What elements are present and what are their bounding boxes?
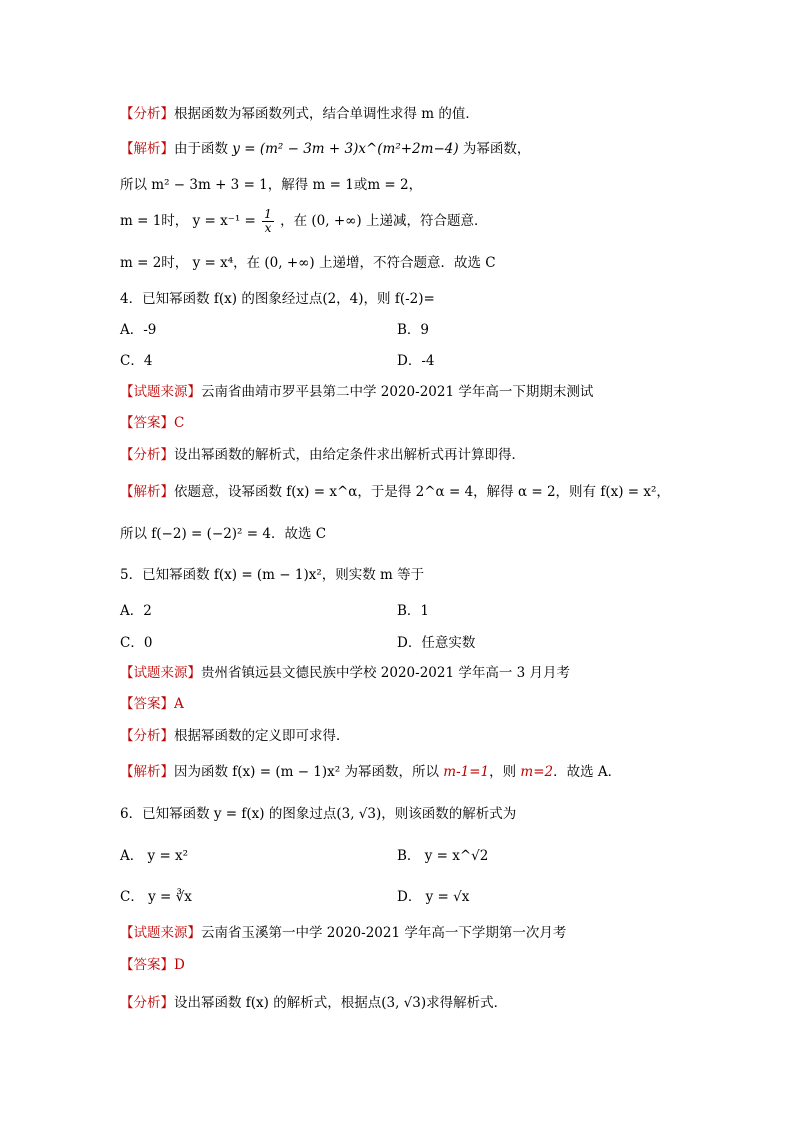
q3-jiexi-suffix: 为幂函数， bbox=[462, 141, 531, 157]
q3-jiexi-expr: y = (m² − 3m + 3)x^(m²+2m−4) bbox=[232, 141, 459, 157]
q4-source-text: 云南省曲靖市罗平县第二中学 2020-2021 学年高一下期期末测试 bbox=[201, 384, 594, 400]
q6-fenxi-line bbox=[120, 993, 507, 1013]
q6-answer-tag: 【答案】 bbox=[120, 957, 174, 973]
q5-answer-tag: 【答案】 bbox=[120, 696, 174, 712]
q6-fenxi-pre: 设出幂函数 f(x) 的解析式，根据点 bbox=[174, 995, 382, 1011]
q4-option-d: D．-4 bbox=[397, 353, 435, 369]
q5-jiexi-red2: m=2 bbox=[520, 764, 554, 780]
q4-answer-tag: 【答案】 bbox=[120, 415, 174, 431]
q3-fenxi-line bbox=[120, 104, 479, 124]
q4-source-tag: 【试题来源】 bbox=[120, 384, 201, 400]
q6-stem-point: (3, √3) bbox=[336, 806, 382, 822]
q5-jiexi-line bbox=[120, 762, 621, 782]
q4-option-a: A．-9 bbox=[120, 322, 157, 338]
q3-jiexi-prefix: 由于函数 bbox=[174, 141, 228, 157]
q6-fenxi-post: 求得解析式． bbox=[426, 995, 508, 1011]
q3-jiexi-line bbox=[120, 139, 530, 159]
q6-source-line bbox=[120, 923, 566, 943]
q5-stem: 5．已知幂函数 f(x) = (m − 1)x²，则实数 m 等于 bbox=[120, 567, 425, 583]
q5-fenxi-tag: 【分析】 bbox=[120, 728, 174, 744]
q3-line4: m = 2时， y = x⁴，在 (0, +∞) 上递增，不符合题意．故选 C bbox=[120, 255, 496, 271]
q6-stem-pre: 6．已知幂函数 y = f(x) 的图象过点 bbox=[120, 806, 337, 822]
q6-fenxi-point: (3, √3) bbox=[381, 995, 427, 1011]
q6-option-a: A． y = x² bbox=[120, 848, 189, 864]
q6-stem bbox=[120, 804, 516, 824]
q4-answer: C bbox=[174, 415, 185, 431]
q6-option-b: B． y = x^√2 bbox=[397, 848, 489, 864]
q3-line3-post: ，在 (0, +∞) 上递减，符合题意． bbox=[280, 213, 488, 229]
q4-jiexi-line bbox=[120, 482, 670, 502]
q3-fenxi-tag: 【分析】 bbox=[120, 106, 174, 122]
q3-fraction bbox=[262, 208, 274, 235]
q3-fenxi-text: 根据函数为幂函数列式，结合单调性求得 m 的值． bbox=[174, 106, 479, 122]
q4-option-c: C．4 bbox=[120, 353, 153, 369]
q4-option-b: B．9 bbox=[397, 322, 430, 338]
q4-jiexi-text: 依题意，设幂函数 f(x) = x^α，于是得 2^α = 4，解得 α = 2，则有 f(x) = x²， bbox=[174, 484, 670, 500]
q4-answer-line bbox=[120, 413, 184, 433]
q4-line2: 所以 f(−2) = (−2)² = 4．故选 C bbox=[120, 526, 327, 542]
q3-jiexi-tag: 【解析】 bbox=[120, 141, 174, 157]
q5-fenxi-text: 根据幂函数的定义即可求得． bbox=[174, 728, 350, 744]
q5-jiexi-tag: 【解析】 bbox=[120, 764, 174, 780]
q5-source-text: 贵州省镇远县文德民族中学校 2020-2021 学年高一 3 月月考 bbox=[201, 665, 571, 681]
q6-answer-line bbox=[120, 955, 185, 975]
q3-fraction-num: 1 bbox=[264, 207, 272, 221]
q6-option-c: C． y = ∛x bbox=[120, 889, 192, 905]
q5-jiexi-red: m-1=1 bbox=[443, 764, 490, 780]
q4-fenxi-line bbox=[120, 445, 525, 465]
q3-fraction-den: x bbox=[264, 221, 272, 235]
q5-jiexi-post: ．故选 A． bbox=[553, 764, 622, 780]
q4-jiexi-tag: 【解析】 bbox=[120, 484, 174, 500]
q5-option-a: A．2 bbox=[120, 603, 152, 619]
q5-source-line bbox=[120, 663, 570, 683]
q6-source-tag: 【试题来源】 bbox=[120, 925, 201, 941]
q5-answer-line bbox=[120, 694, 184, 714]
q4-fenxi-text: 设出幂函数的解析式，由给定条件求出解析式再计算即得． bbox=[174, 447, 525, 463]
q5-source-tag: 【试题来源】 bbox=[120, 665, 201, 681]
q4-source-line bbox=[120, 382, 593, 402]
q4-fenxi-tag: 【分析】 bbox=[120, 447, 174, 463]
q5-jiexi-pre: 因为函数 f(x) = (m − 1)x² 为幂函数，所以 bbox=[174, 764, 444, 780]
q6-fenxi-tag: 【分析】 bbox=[120, 995, 174, 1011]
q5-option-c: C．0 bbox=[120, 635, 153, 651]
q6-answer: D bbox=[174, 957, 185, 973]
q4-stem: 4．已知幂函数 f(x) 的图象经过点(2，4)，则 f(-2)= bbox=[120, 291, 435, 307]
q5-option-b: B．1 bbox=[397, 603, 430, 619]
q3-line2: 所以 m² − 3m + 3 = 1，解得 m = 1或m = 2， bbox=[120, 177, 423, 193]
q3-line3 bbox=[120, 208, 487, 235]
q5-option-d: D．任意实数 bbox=[397, 635, 476, 651]
q3-line3-pre: m = 1时， y = x⁻¹ = bbox=[120, 213, 256, 229]
q5-jiexi-mid: ，则 bbox=[489, 764, 521, 780]
q6-option-d: D． y = √x bbox=[397, 889, 470, 905]
q5-fenxi-line bbox=[120, 726, 350, 746]
q6-stem-post: ，则该函数的解析式为 bbox=[381, 806, 517, 822]
q6-source-text: 云南省玉溪第一中学 2020-2021 学年高一下学期第一次月考 bbox=[201, 925, 567, 941]
q5-answer: A bbox=[174, 696, 184, 712]
